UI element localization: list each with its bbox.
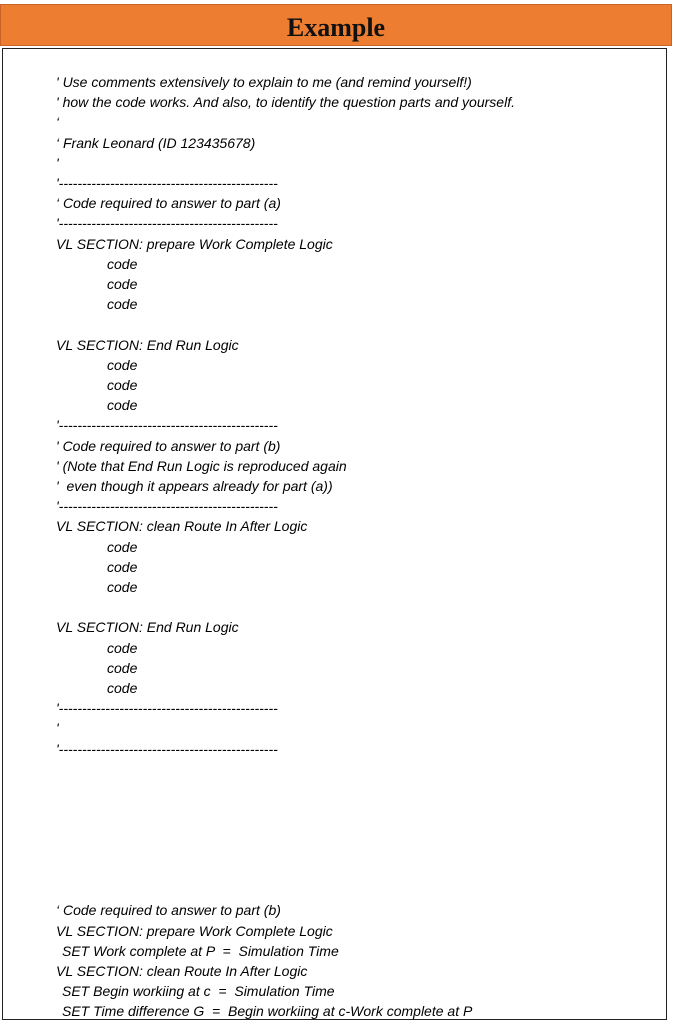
comment-line: ' even though it appears already for part (a)) — [56, 478, 333, 494]
section-heading: VL SECTION: clean Route In After Logic — [56, 518, 308, 534]
section-heading: VL SECTION: prepare Work Complete Logic — [56, 923, 333, 939]
comment-line: ' how the code works. And also, to identify the question parts and yourself. — [56, 94, 515, 110]
comment-line: ' — [56, 155, 59, 171]
author-line: ‘ Frank Leonard (ID 123435678) — [56, 135, 256, 151]
part-heading: ‘ Code required to answer to part (a) — [56, 195, 281, 211]
separator-line: '----------------------------------------------- — [56, 215, 278, 231]
code-example-frame — [2, 48, 667, 1020]
code-line: code — [107, 276, 138, 292]
code-line: code — [107, 397, 138, 413]
separator-line: '----------------------------------------------- — [56, 741, 278, 757]
separator-line: '----------------------------------------------- — [56, 700, 278, 716]
separator-line: '----------------------------------------------- — [56, 498, 278, 514]
code-line: code — [107, 296, 138, 312]
code-line: code — [107, 579, 138, 595]
separator-line: '----------------------------------------------- — [56, 417, 278, 433]
example-header — [0, 4, 672, 46]
section-heading: VL SECTION: End Run Logic — [56, 337, 239, 353]
code-line: code — [107, 357, 138, 373]
separator-line: '----------------------------------------------- — [56, 175, 278, 191]
comment-line: ' Use comments extensively to explain to me (and remind yourself!) — [56, 74, 472, 90]
section-heading: VL SECTION: prepare Work Complete Logic — [56, 236, 333, 252]
code-line: code — [107, 377, 138, 393]
code-line: SET Time difference G = Begin workiing at c-Work complete at P — [62, 1003, 473, 1019]
code-line: code — [107, 559, 138, 575]
part-heading: ‘ Code required to answer to part (b) — [56, 902, 281, 918]
part-heading: ' Code required to answer to part (b) — [56, 438, 281, 454]
code-line: code — [107, 539, 138, 555]
code-line: SET Work complete at P = Simulation Time — [62, 943, 339, 959]
code-line: code — [107, 660, 138, 676]
comment-line: ‘ — [56, 114, 60, 130]
section-heading: VL SECTION: End Run Logic — [56, 619, 239, 635]
header-title: Example — [286, 13, 386, 42]
code-line: code — [107, 640, 138, 656]
code-line: code — [107, 256, 138, 272]
comment-line: ' — [56, 720, 59, 736]
section-heading: VL SECTION: clean Route In After Logic — [56, 963, 308, 979]
code-line: code — [107, 680, 138, 696]
code-line: SET Begin workiing at c = Simulation Time — [62, 983, 335, 999]
comment-line: ' (Note that End Run Logic is reproduced again — [56, 458, 347, 474]
